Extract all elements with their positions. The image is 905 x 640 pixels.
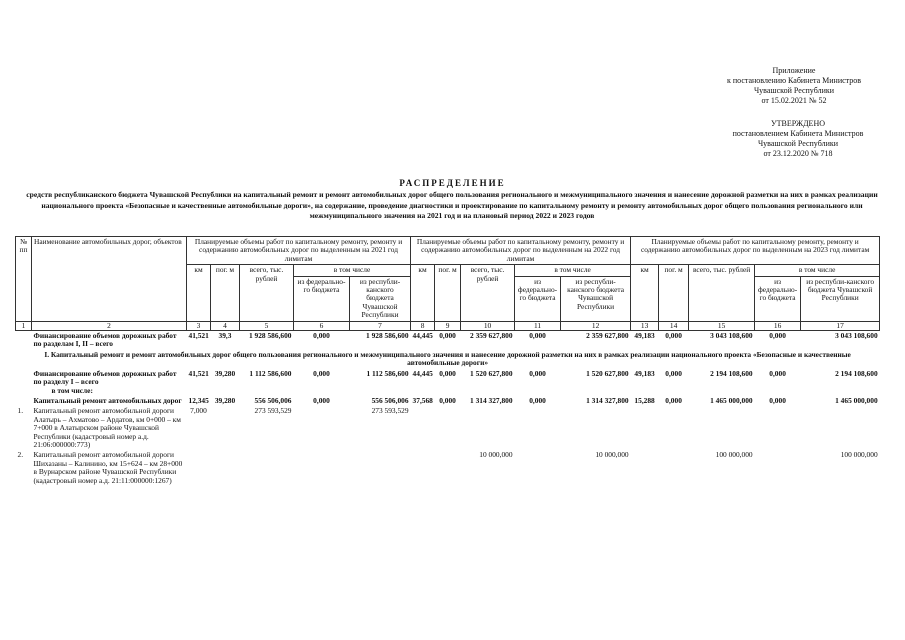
value-cell: 2 359 627,800 [586, 331, 629, 341]
header-total: всего, тыс. рублей [689, 265, 755, 321]
value-cell: 49,183 [634, 368, 655, 378]
value-cell: 0,000 [769, 331, 786, 341]
header-total: всего, тыс. рублей [461, 265, 515, 321]
header-2023: Планируемые объемы работ по капитальному ремонту, ремонту и содержанию автомобильных дорог по выделенным на 2023 год лимитам [631, 237, 880, 265]
appendix-line: от 15.02.2021 № 52 [761, 96, 827, 105]
value-cell: 2 194 108,600 [710, 368, 753, 378]
value-cell: 100 000,000 [715, 450, 753, 460]
value-cell [659, 406, 689, 450]
table-row [16, 369, 880, 396]
value-cell: 1 314 327,800 [586, 395, 629, 405]
value-cell: 41,521 [188, 368, 209, 378]
header-num: № пп [16, 237, 32, 322]
value-cell [187, 450, 211, 486]
value-cell: 41,521 [188, 331, 209, 341]
header-km: км [187, 265, 211, 321]
header-incl: в том числе [294, 265, 411, 276]
column-number: 10 [461, 321, 515, 330]
header-incl: в том числе [515, 265, 631, 276]
value-cell: 2 359 627,800 [470, 331, 513, 341]
value-cell [561, 406, 631, 450]
value-cell: 1 465 000,000 [835, 395, 878, 405]
value-cell: 44,445 [412, 331, 433, 341]
column-number: 14 [659, 321, 689, 330]
column-number: 16 [755, 321, 801, 330]
header-pogm: пог. м [211, 265, 240, 321]
value-cell: 44,445 [412, 368, 433, 378]
column-number: 4 [211, 321, 240, 330]
value-cell: 1 112 586,600 [366, 368, 409, 378]
value-cell [755, 450, 801, 486]
value-cell: 273 593,529 [371, 406, 409, 416]
section-heading: I. Капитальный ремонт и ремонт автомобильных дорог общего пользования регионального и межмуниципального значения и нанесение дорожной разметки на них в рамках реализации национального проекта «Безопасные и качественные автомобильные дороги» [44, 349, 851, 368]
value-cell: 10 000,000 [479, 450, 513, 460]
column-number: 9 [435, 321, 461, 330]
header-total: всего, тыс. рублей [240, 265, 294, 321]
value-cell: 39,280 [214, 395, 236, 405]
value-cell [211, 406, 240, 450]
column-number: 11 [515, 321, 561, 330]
column-number: 15 [689, 321, 755, 330]
value-cell: 0,000 [529, 331, 546, 341]
value-cell: 0,000 [439, 395, 456, 405]
row-name: Капитальный ремонт автомобильной дороги Шихазаны – Калинино, км 15+624 – км 28+000 в Вурнарском районе Чувашской Республики (кадастровый номер а.д. 21:11:000000:1267) [33, 450, 183, 485]
value-cell: 0,000 [665, 331, 682, 341]
row-name-cell [32, 331, 187, 350]
column-number: 3 [187, 321, 211, 330]
header-incl: в том числе [755, 265, 880, 276]
column-number: 8 [411, 321, 435, 330]
column-number: 7 [350, 321, 411, 330]
approval-line: постановлением Кабинета Министров [732, 129, 864, 138]
value-cell: 15,288 [634, 395, 655, 405]
value-cell: 49,183 [634, 331, 655, 341]
value-cell: 0,000 [439, 368, 456, 378]
document-title: РАСПРЕДЕЛЕНИЕ [399, 178, 506, 188]
value-cell: 39,3 [218, 331, 232, 341]
value-cell: 0,000 [769, 395, 786, 405]
row-number: 2. [17, 450, 24, 460]
header-pogm: пог. м [659, 265, 689, 321]
value-cell [240, 450, 294, 486]
header-km: км [631, 265, 659, 321]
value-cell: 3 043 108,600 [710, 331, 753, 341]
value-cell: 556 506,006 [254, 395, 292, 405]
column-number: 1 [16, 321, 32, 330]
row-number [16, 331, 32, 350]
header-name: Наименование автомобильных дорог, объектов [32, 237, 187, 322]
header-pogm: пог. м [435, 265, 461, 321]
value-cell: 0,000 [665, 395, 682, 405]
appendix-line: Чувашской Республики [753, 86, 835, 95]
value-cell: 7,000 [190, 406, 207, 416]
approval-line: УТВЕРЖДЕНО [770, 119, 825, 128]
appendix-block [694, 66, 894, 106]
value-cell: 273 593,529 [254, 406, 292, 416]
value-cell: 12,345 [188, 395, 209, 405]
approval-line: Чувашской Республики [757, 139, 839, 148]
appendix-line: к постановлению Кабинета Министров [726, 76, 862, 85]
document-subtitle: средств республиканского бюджета Чувашской Республики на капитальный ремонт и ремонт автомобильных дорог общего пользования регионального и межмуниципального значения и нанесение дорожной разметки на них в рамках реализации национального проекта «Безопасные и качественные автомобильные дороги», на содержание, проведение диагностики и проектирование по капитальному ремонту и ремонту автомобильных дорог общего пользования регионального или межмуниципального значения на 2021 год и на плановый период 2022 и 2023 годов [26, 190, 878, 220]
row-number [16, 369, 32, 396]
value-cell [435, 450, 461, 486]
row-name: Финансирование объемов дорожных работ по разделу I – всего [33, 368, 177, 387]
column-number: 2 [32, 321, 187, 330]
value-cell [515, 406, 561, 450]
table-row [16, 331, 880, 350]
value-cell: 1 520 627,800 [470, 368, 513, 378]
value-cell [211, 450, 240, 486]
value-cell [515, 450, 561, 486]
value-cell: 1 520 627,800 [586, 368, 629, 378]
value-cell: 100 000,000 [840, 450, 878, 460]
value-cell: 3 043 108,600 [835, 331, 878, 341]
value-cell: 1 112 586,600 [249, 368, 292, 378]
row-name-cell [32, 450, 187, 486]
row-name-cell [32, 406, 187, 450]
value-cell: 1 928 586,600 [249, 331, 292, 341]
table-row [16, 396, 880, 406]
value-cell: 1 314 327,800 [470, 395, 513, 405]
row-number: 1. [17, 406, 24, 416]
row-name: Капитальный ремонт автомобильной дороги Алатырь – Ахматово – Ардатов, км 0+000 – км 7+000 в Алатырском районе Чувашской Республики (кадастровый номер а.д. 21:06:000000:773) [33, 406, 181, 449]
value-cell [755, 406, 801, 450]
table-row [16, 406, 880, 450]
section-heading-row [16, 350, 880, 369]
column-number: 12 [561, 321, 631, 330]
column-number: 5 [240, 321, 294, 330]
value-cell [411, 406, 435, 450]
row-number [16, 396, 32, 406]
row-name: Финансирование объемов дорожных работ по разделам I, II – всего [33, 331, 177, 349]
value-cell [689, 406, 755, 450]
value-cell: 0,000 [665, 368, 682, 378]
header-federal: из федерально-го бюджета [294, 276, 350, 321]
value-cell: 1 465 000,000 [710, 395, 753, 405]
value-cell [801, 406, 880, 450]
value-cell: 0,000 [529, 368, 546, 378]
value-cell [659, 450, 689, 486]
column-number-row [16, 321, 880, 330]
column-number: 6 [294, 321, 350, 330]
value-cell [350, 450, 411, 486]
budget-table [15, 236, 880, 486]
approval-block [698, 119, 898, 159]
header-2022: Планируемые объемы работ по капитальному ремонту, ремонту и содержанию автомобильных дорог по выделенным на 2022 год лимитам [411, 237, 631, 265]
value-cell: 0,000 [313, 395, 330, 405]
value-cell: 556 506,006 [371, 395, 409, 405]
value-cell [631, 406, 659, 450]
header-federal: из федерально-го бюджета [515, 276, 561, 321]
row-name-cell [32, 396, 187, 406]
value-cell [411, 450, 435, 486]
header-federal: из федерально-го бюджета [755, 276, 801, 321]
header-republic: из республи-канского бюджета Чувашской Республики [561, 276, 631, 321]
value-cell [294, 406, 350, 450]
header-2021: Планируемые объемы работ по капитальному ремонту, ремонту и содержанию автомобильных дорог по выделенным на 2021 год лимитам [187, 237, 411, 265]
header-republic: из республи-канского бюджета Чувашской Республики [350, 276, 411, 321]
row-name: Капитальный ремонт автомобильных дорог [33, 395, 182, 405]
approval-line: от 23.12.2020 № 718 [763, 149, 833, 158]
value-cell: 0,000 [769, 368, 786, 378]
value-cell: 39,280 [214, 368, 236, 378]
table-row [16, 450, 880, 486]
value-cell: 0,000 [439, 331, 456, 341]
row-name-cell [32, 369, 187, 396]
appendix-line: Приложение [772, 66, 816, 75]
value-cell: 1 928 586,600 [366, 331, 409, 341]
value-cell [461, 406, 515, 450]
value-cell: 0,000 [313, 368, 330, 378]
value-cell: 0,000 [313, 331, 330, 341]
value-cell: 2 194 108,600 [835, 368, 878, 378]
value-cell [294, 450, 350, 486]
header-republic: из республи-канского бюджета Чувашской Республики [801, 276, 880, 321]
header-km: км [411, 265, 435, 321]
value-cell: 10 000,000 [595, 450, 629, 460]
value-cell [631, 450, 659, 486]
column-number: 17 [801, 321, 880, 330]
row-subnote: в том числе: [51, 385, 93, 395]
value-cell [435, 406, 461, 450]
value-cell: 0,000 [529, 395, 546, 405]
value-cell: 37,568 [412, 395, 433, 405]
column-number: 13 [631, 321, 659, 330]
